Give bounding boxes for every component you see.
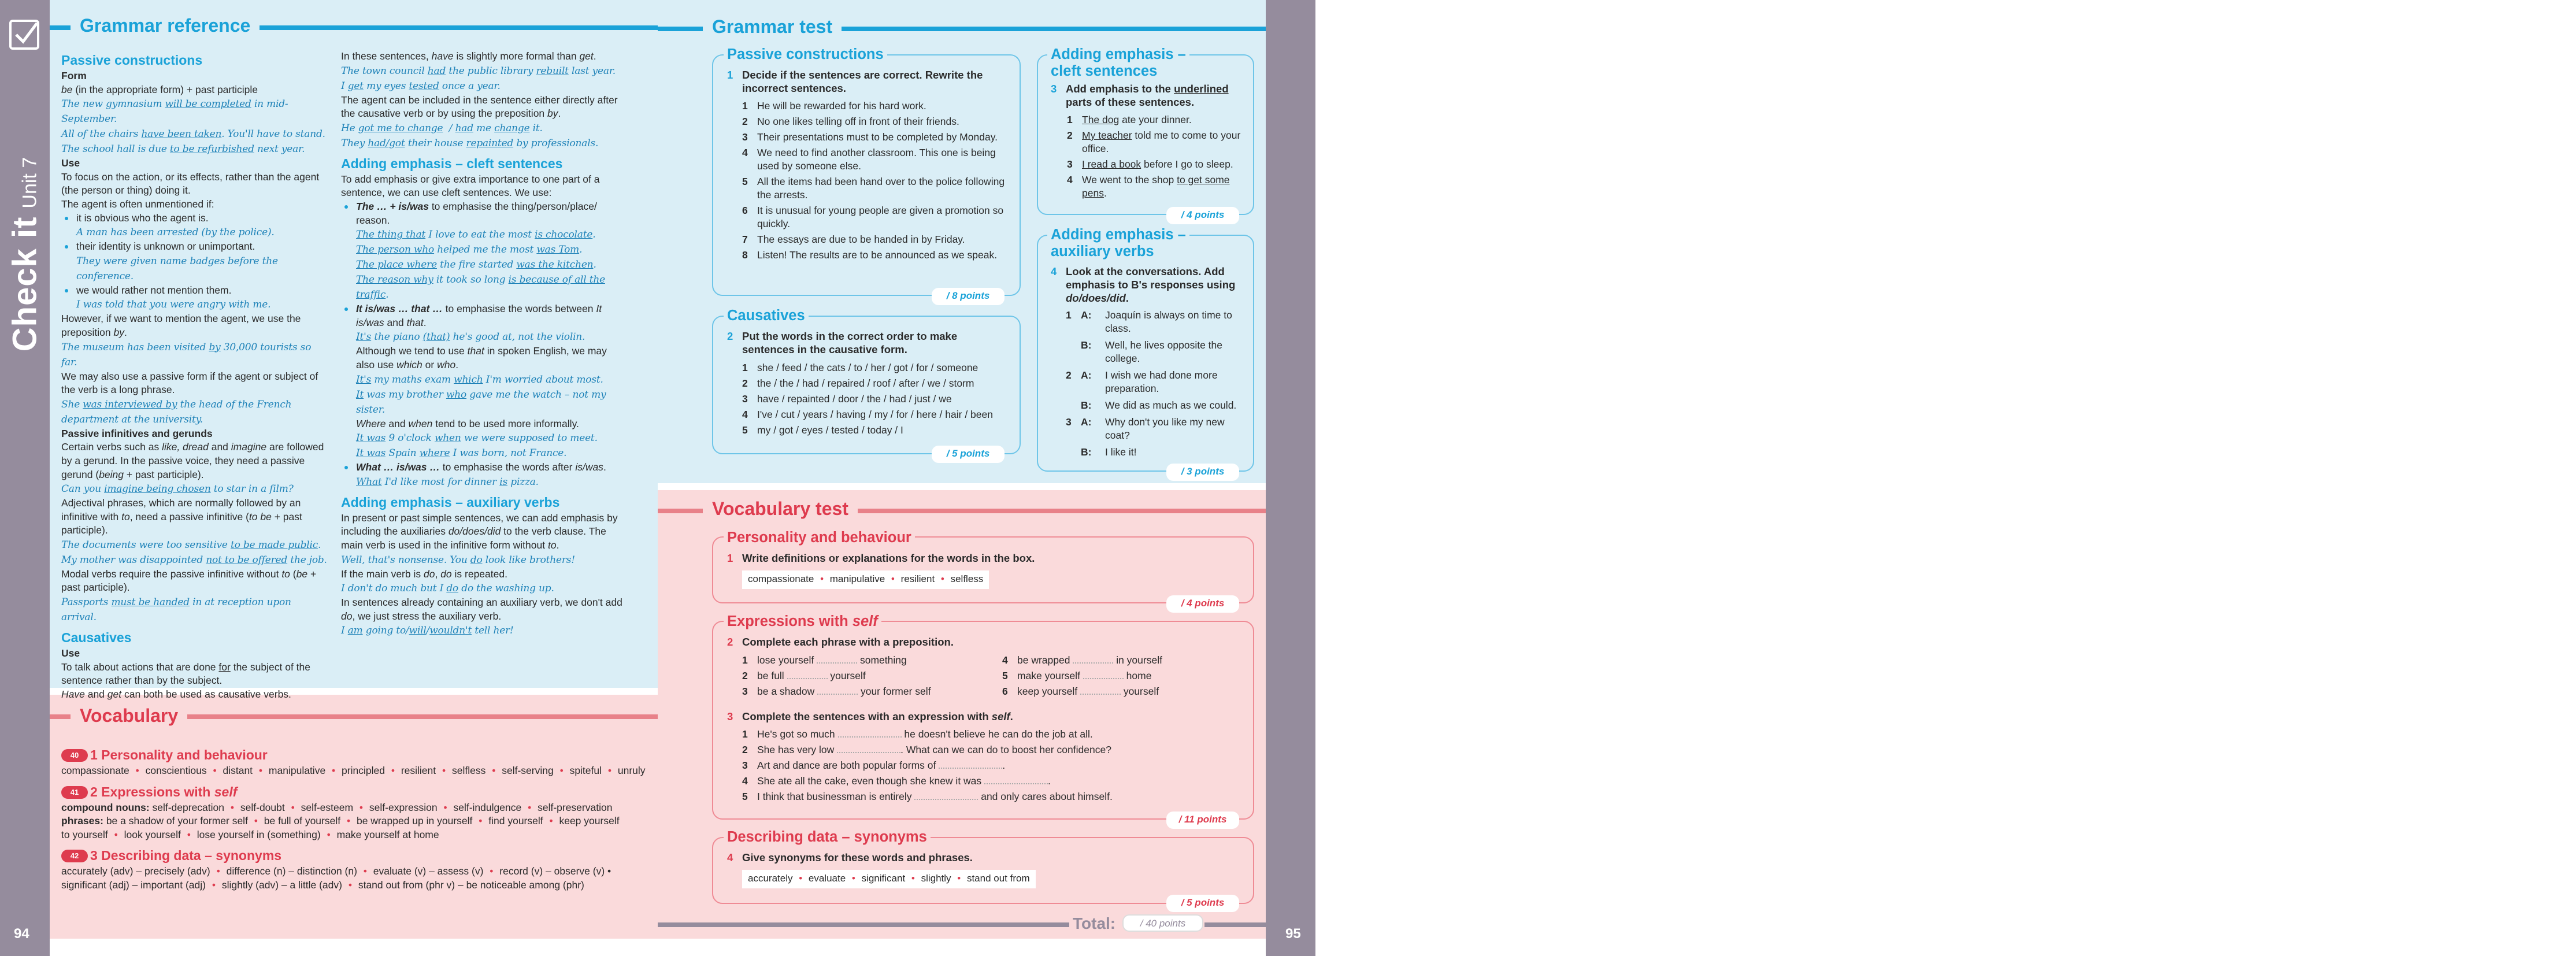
personality-test-title: Personality and behaviour bbox=[724, 529, 915, 546]
left-sidebar bbox=[0, 0, 50, 956]
example: I don't do much but I do do the washing up. bbox=[341, 583, 554, 595]
paragraph: To talk about actions that are done for the subject of the sentence rather than by the subject. bbox=[61, 661, 310, 687]
test-item: 2 My teacher told me to come to your office. bbox=[1067, 129, 1241, 154]
cleft-test-title: Adding emphasis – cleft sentences bbox=[1047, 46, 1189, 80]
checkmark-icon bbox=[9, 20, 39, 50]
dialog: 3 A: Why don't you like my new coat? B: I like it! bbox=[1066, 416, 1225, 458]
example: A man has been arrested (by the police). bbox=[76, 227, 275, 239]
vocab-words: compound nouns: self-deprecation • self-doubt • self-esteem • self-expression • self-indulgence • self-preservation bbox=[61, 801, 613, 813]
paragraph: Modal verbs require the passive infinitive without to (be + past participle). bbox=[61, 568, 317, 594]
test-item: 5 my / got / eyes / tested / today / I bbox=[742, 424, 903, 436]
causatives-points: / 5 points bbox=[932, 446, 1005, 463]
question-1: 1 Decide if the sentences are correct. Rewrite the incorrect sentences. bbox=[727, 69, 983, 94]
section-heading: Adding emphasis – auxiliary verbs bbox=[341, 494, 560, 510]
bullet-item: it is obvious who the agent is. bbox=[61, 212, 327, 225]
vocab-question-3: 3 Complete the sentences with an expression with self. bbox=[727, 710, 1013, 722]
test-item: 1 The dog ate your dinner. bbox=[1067, 114, 1192, 125]
sub-heading: Form bbox=[61, 70, 87, 81]
right-sidebar bbox=[1266, 0, 2575, 956]
dialog: 1 A: Joaquín is always on time to class. B: Well, he lives opposite the college. bbox=[1066, 309, 1232, 364]
cleft-items bbox=[1067, 113, 1246, 202]
example: The reason why it took so long is because of all the traffic. bbox=[356, 274, 605, 301]
example: My mother was disappointed not to be offered the job. bbox=[61, 554, 327, 566]
audio-badge-icon: 42 bbox=[61, 850, 88, 862]
test-item: 3 Their presentations must to be completed by Monday. bbox=[742, 131, 998, 143]
example: What I'd like most for dinner is pizza. bbox=[356, 476, 539, 488]
section-heading: Adding emphasis – cleft sentences bbox=[341, 155, 563, 171]
paragraph: We may also use a passive form if the agent or subject of the verb is a long phrase. bbox=[61, 370, 318, 396]
test-item: 4 We need to find another classroom. This one is being used by someone else. bbox=[742, 147, 996, 172]
sub-heading: Use bbox=[61, 157, 80, 169]
passive-items bbox=[742, 99, 1009, 264]
paragraph: In present or past simple sentences, we can add emphasis by including the auxiliaries do/does/did to the verb clause. The main verb is used in the infinitive form without to. bbox=[341, 512, 618, 551]
right-sidebar-title: Test yourselfUnit 7 bbox=[2537, 626, 2575, 900]
vocab-question-1: 1 Write definitions or explanations for the words in the box. bbox=[727, 552, 1035, 564]
phrase-item: 2 be full yourself bbox=[742, 670, 866, 681]
phrase-item: 5 make yourself home bbox=[1002, 670, 1152, 681]
vocabulary-title: Vocabulary bbox=[71, 705, 187, 727]
cleft-points: / 4 points bbox=[1166, 207, 1239, 224]
example: It was my brother who gave me the watch – not my sister. bbox=[356, 388, 606, 416]
test-item: 5 All the items had been hand over to the police following the arrests. bbox=[742, 176, 1005, 201]
test-item: 3 I read a book before I go to sleep. bbox=[1067, 158, 1233, 170]
audio-badge-icon: 41 bbox=[61, 786, 88, 799]
test-item: 1 she / feed / the cats / to / her / got / for / someone bbox=[742, 362, 978, 373]
question-4: 4 Look at the conversations. Add emphasis to B's responses using do/does/did. bbox=[1051, 265, 1236, 304]
data-word-box: accurately • evaluate • significant • slightly • stand out from bbox=[742, 870, 1036, 888]
page-number-right: 95 bbox=[1285, 926, 1301, 942]
paragraph: Adjectival phrases, which are normally followed by an infinitive with to, need a passive infinitive (to be + past participle). bbox=[61, 497, 302, 536]
example: I am going to/will/wouldn't tell her! bbox=[341, 625, 514, 637]
example: It was Spain where I was born, not France. bbox=[356, 447, 567, 460]
vocab-heading: 40 1 Personality and behaviour bbox=[61, 746, 657, 764]
example: The school hall is due to be refurbished next year. bbox=[61, 143, 305, 155]
expressions-right bbox=[1002, 654, 1245, 701]
paragraph: In sentences already containing an auxiliary verb, we don't add do, we just stress the auxiliary verb. bbox=[341, 596, 622, 622]
paragraph: be (in the appropriate form) + past participle bbox=[61, 83, 258, 95]
expressions-left bbox=[742, 654, 996, 701]
test-item: 2 No one likes telling off in front of their friends. bbox=[742, 116, 959, 127]
total-points: / 40 points bbox=[1122, 914, 1203, 932]
total-line-left bbox=[658, 922, 1069, 927]
paragraph: If the main verb is do, do is repeated. bbox=[341, 568, 507, 580]
example: She was interviewed by the head of the French department at the university. bbox=[61, 398, 292, 425]
vocab-words: significant (adj) – important (adj) • slightly (adv) – a little (adv) • stand out from (phr v) – be noticeable among (phr) bbox=[61, 879, 584, 891]
audio-badge-icon: 40 bbox=[61, 749, 88, 762]
example: All of the chairs have been taken. You'll have to stand. bbox=[61, 128, 325, 140]
vocab-words: to yourself • look yourself • lose yourself in (something) • make yourself at home bbox=[61, 828, 439, 840]
test-item: 2 the / the / had / repaired / roof / after / we / storm bbox=[742, 377, 974, 389]
phrase-item: 1 lose yourself something bbox=[742, 654, 907, 666]
example: The place where the fire started was the kitchen. bbox=[356, 259, 596, 271]
paragraph: Although we tend to use that in spoken English, we may also use which or who. bbox=[356, 345, 607, 370]
question-3: 3 Add emphasis to the underlined parts of these sentences. bbox=[1051, 83, 1229, 108]
example: The town council had the public library rebuilt last year. bbox=[341, 65, 616, 77]
vocab-question-2: 2 Complete each phrase with a preposition. bbox=[727, 636, 954, 648]
example: It's the piano (that) he's good at, not the violin. bbox=[356, 331, 585, 343]
passive-points: / 8 points bbox=[932, 288, 1005, 305]
example: It was 9 o'clock when we were supposed to meet. bbox=[356, 432, 598, 444]
paragraph: Certain verbs such as like, dread and imagine are followed by a gerund. In the passive voice, they need a passive gerund (being + past participle). bbox=[61, 441, 324, 480]
phrase-item: 3 be a shadow your former self bbox=[742, 685, 931, 697]
vocab-words: phrases: be a shadow of your former self • be full of yourself • be wrapped up in yourself • find yourself • keep yourself bbox=[61, 815, 620, 827]
grammar-test-title: Grammar test bbox=[703, 16, 842, 38]
paragraph: To focus on the action, or its effects, rather than the agent (the person or thing) doing it. bbox=[61, 171, 320, 197]
section-heading: Passive constructions bbox=[61, 53, 203, 68]
dialog: 2 A: I wish we had done more preparation. B: We did as much as we could. bbox=[1066, 369, 1237, 411]
bullet-item: The … + is/was to emphasise the thing/person/place/ reason. bbox=[341, 200, 624, 227]
vocabulary-list bbox=[61, 741, 657, 892]
example: He got me to change / had me change it. bbox=[341, 122, 543, 134]
data-points: / 5 points bbox=[1166, 895, 1239, 912]
aux-points: / 3 points bbox=[1166, 464, 1239, 481]
passive-test-title: Passive constructions bbox=[724, 46, 887, 62]
vocabulary-test-title: Vocabulary test bbox=[703, 498, 858, 520]
example: The documents were too sensitive to be made public. bbox=[61, 539, 321, 551]
bullet-item: It is/was … that … to emphasise the words between It is/was and that. bbox=[341, 302, 624, 329]
phrase-item: 6 keep yourself yourself bbox=[1002, 685, 1159, 697]
self-sentences bbox=[742, 728, 1251, 806]
example: They were given name badges before the conference. bbox=[76, 255, 278, 282]
vocab-heading: 41 2 Expressions with self bbox=[61, 783, 657, 801]
aux-test-title: Adding emphasis – auxiliary verbs bbox=[1047, 227, 1189, 260]
bullet-item: What … is/was … to emphasise the words after is/was. bbox=[341, 461, 624, 475]
paragraph: To add emphasis or give extra importance to one part of a sentence, we can use cleft sentences. We use: bbox=[341, 173, 600, 199]
example: The thing that I love to eat the most is chocolate. bbox=[356, 229, 596, 241]
example: Passports must be handed in at reception upon arrival. bbox=[61, 596, 291, 624]
sentence-item: 4 She ate all the cake, even though she knew it was . bbox=[742, 775, 1051, 787]
paragraph: However, if we want to mention the agent, we use the preposition by. bbox=[61, 313, 301, 338]
causatives-test-title: Causatives bbox=[724, 307, 809, 324]
sentence-item: 1 He's got so much he doesn't believe he can do the job at all. bbox=[742, 728, 1093, 740]
test-item: 6 It is unusual for young people are given a promotion so quickly. bbox=[742, 205, 1004, 229]
personality-word-box: compassionate • manipulative • resilient • selfless bbox=[742, 570, 989, 589]
test-item: 3 have / repainted / door / the / had / just / we bbox=[742, 393, 952, 405]
example: I get my eyes tested once a year. bbox=[341, 80, 501, 92]
grammar-reference-col1 bbox=[61, 47, 327, 701]
paragraph: In these sentences, have is slightly more formal than get. bbox=[341, 50, 596, 62]
total-line-right bbox=[1204, 922, 1266, 927]
grammar-reference-col2 bbox=[341, 50, 624, 638]
personality-points: / 4 points bbox=[1166, 595, 1239, 613]
grammar-reference-title: Grammar reference bbox=[71, 15, 260, 36]
sentence-item: 2 She has very low . What can we can do to boost her confidence? bbox=[742, 744, 1111, 755]
test-item: 4 I've / cut / years / having / my / for / here / hair / been bbox=[742, 409, 993, 420]
vocab-words: accurately (adv) – precisely (adv) • difference (n) – distinction (n) • evaluate (v) – assess (v) • record (v) – observe (v) • bbox=[61, 865, 611, 877]
paragraph: The agent can be included in the sentence either directly after the causative verb or by using the preposition by. bbox=[341, 94, 618, 120]
section-heading: Causatives bbox=[61, 630, 132, 646]
example: I was told that you were angry with me. bbox=[76, 299, 271, 311]
example: They had/got their house repainted by professionals. bbox=[341, 137, 599, 149]
sentence-item: 5 I think that businessman is entirely and only cares about himself. bbox=[742, 791, 1113, 802]
example: The museum has been visited by 30,000 tourists so far. bbox=[61, 341, 312, 368]
page-number-left: 94 bbox=[14, 926, 29, 942]
vocab-heading: 42 3 Describing data – synonyms bbox=[61, 846, 657, 865]
vocab-words: compassionate • conscientious • distant • manipulative • principled • resilient • selfless • self-serving • spiteful • unruly bbox=[61, 765, 646, 776]
personality-test-box bbox=[712, 536, 1254, 603]
data-test-title: Describing data – synonyms bbox=[724, 829, 931, 845]
expressions-test-title: Expressions with self bbox=[724, 613, 881, 629]
question-2: 2 Put the words in the correct order to make sentences in the causative form. bbox=[727, 330, 958, 355]
example: The new gymnasium will be completed in mid-September. bbox=[61, 98, 288, 125]
aux-dialogs bbox=[1066, 309, 1251, 462]
sentence-item: 3 Art and dance are both popular forms of . bbox=[742, 759, 1006, 771]
paragraph: The agent is often unmentioned if: bbox=[61, 198, 214, 210]
example: The person who helped me the most was Tom. bbox=[356, 244, 583, 256]
paragraph: Where and when tend to be used more informally. bbox=[356, 417, 579, 429]
bullet-item: we would rather not mention them. bbox=[61, 284, 327, 298]
bullet-item: their identity is unknown or unimportant. bbox=[61, 240, 327, 254]
vocab-question-4: 4 Give synonyms for these words and phrases. bbox=[727, 851, 973, 864]
example: Well, that's nonsense. You do look like brothers! bbox=[341, 554, 575, 566]
paragraph: Have and get can both be used as causative verbs. bbox=[61, 688, 291, 700]
sub-heading: Passive infinitives and gerunds bbox=[61, 427, 213, 439]
test-item: 8 Listen! The results are to be announced as we speak. bbox=[742, 249, 998, 261]
example: Can you imagine being chosen to star in a film? bbox=[61, 483, 294, 495]
expressions-points: / 11 points bbox=[1166, 812, 1239, 829]
test-item: 1 He will be rewarded for his hard work. bbox=[742, 100, 926, 112]
total-label: Total: bbox=[1073, 914, 1116, 932]
phrase-item: 4 be wrapped in yourself bbox=[1002, 654, 1162, 666]
sub-heading: Use bbox=[61, 647, 80, 659]
test-item: 7 The essays are due to be handed in by Friday. bbox=[742, 234, 965, 245]
left-sidebar-title: Check itUnit 7 bbox=[6, 157, 44, 352]
causatives-items bbox=[742, 361, 1014, 439]
test-item: 4 We went to the shop to get some pens. bbox=[1067, 174, 1230, 199]
example: It's my maths exam which I'm worried about most. bbox=[356, 373, 603, 386]
